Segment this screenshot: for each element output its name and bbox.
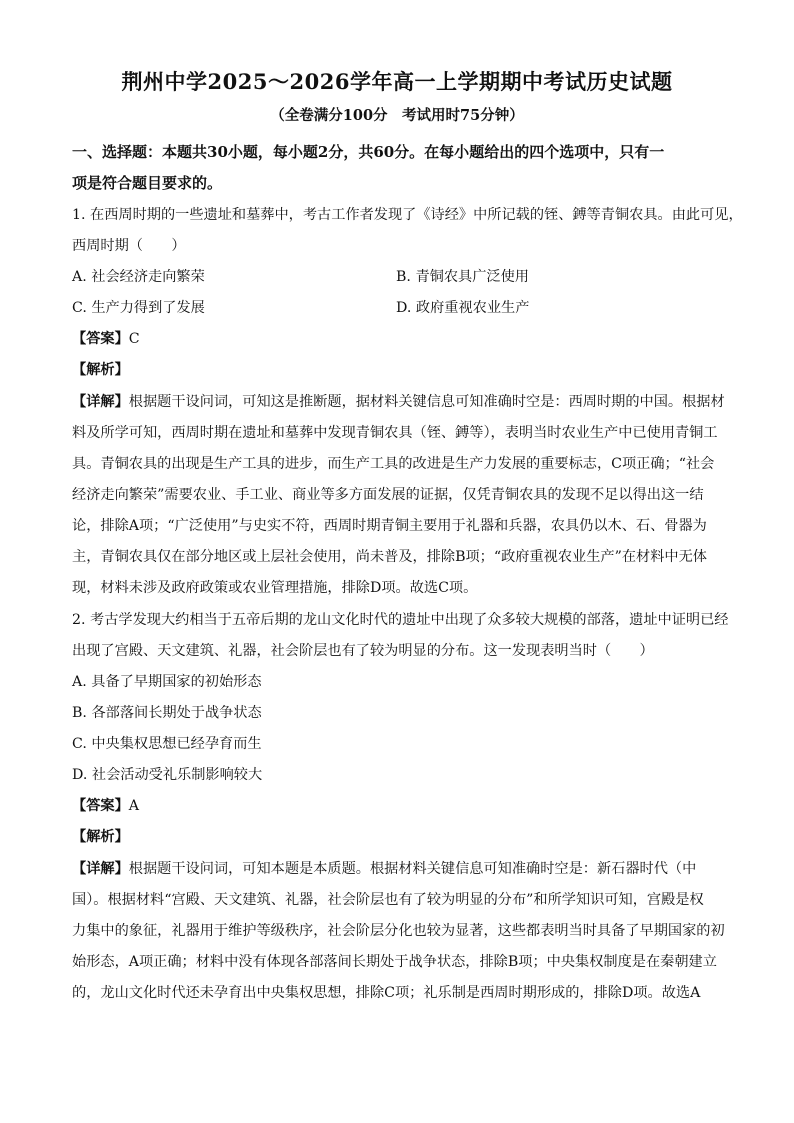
q2-option-c: C. 中央集权思想已经孕育而生: [72, 736, 262, 752]
answer-tag: 【答案】: [72, 798, 129, 814]
section-heading-line-1: 一、选择题：本题共30小题，每小题2分，共60分。在每小题给出的四个选项中，只有一: [72, 143, 665, 161]
q1-detail-line-4: 经济走向繁荣”需要农业、手工业、商业等多方面发展的证据，仅凭青铜农具的发现不足以得出这一结: [72, 487, 704, 503]
q1-detail-line-7: 现，材料未涉及政府政策或农业管理措施，排除D项。故选C项。: [72, 580, 478, 596]
page-title: 荆州中学2025～2026学年高一上学期期中考试历史试题: [121, 69, 673, 94]
answer-value: C: [128, 331, 140, 347]
q1-detail-text-1: 根据题干设问词，可知这是推断题，据材料关键信息可知准确时空是：西周时期的中国。根据材: [128, 394, 725, 410]
q1-analysis-tag: 【解析】: [72, 362, 129, 378]
q2-detail-line-2: 国）。根据材料“宫殿、天文建筑、礼器，社会阶层也有了较为明显的分布”和所学知识可知，宫殿是权: [72, 892, 704, 908]
q1-option-c: C. 生产力得到了发展: [72, 300, 205, 316]
q2-detail-line-4: 始形态，A项正确；材料中没有体现各部落间长期处于战争状态，排除B项；中央集权制度是在秦朝建立: [72, 954, 717, 970]
q1-detail-line-3: 具。青铜农具的出现是生产工具的进步，而生产工具的改进是生产力发展的重要标志，C项正确；“社会: [72, 456, 715, 472]
q2-option-a: A. 具备了早期国家的初始形态: [72, 674, 262, 690]
q2-answer: [72, 795, 139, 815]
q1-option-d: D. 政府重视农业生产: [396, 300, 530, 316]
q1-detail-line-5: 论，排除A项；“广泛使用”与史实不符，西周时期青铜主要用于礼器和兵器，农具仍以木、石、骨器为: [72, 518, 707, 534]
answer-value: A: [128, 798, 140, 814]
q2-stem-line-1: 2. 考古学发现大约相当于五帝后期的龙山文化时代的遗址中出现了众多较大规模的部落，遗址中证明已经: [72, 612, 729, 628]
q1-stem-line-1: 1. 在西周时期的一些遗址和墓葬中，考古工作者发现了《诗经》中所记载的铚、鎛等青铜农具。由此可见，: [72, 207, 743, 223]
q2-analysis-tag: 【解析】: [72, 829, 129, 845]
answer-tag: 【答案】: [72, 331, 129, 347]
q1-answer: [72, 328, 140, 348]
detail-tag: 【详解】: [72, 394, 129, 410]
q2-option-b: B. 各部落间长期处于战争状态: [72, 705, 262, 721]
q1-detail-line-2: 料及所学可知，西周时期在遗址和墓葬中发现青铜农具（铚、鎛等），表明当时农业生产中已使用青铜工: [72, 425, 718, 441]
page-subtitle: （全卷满分100分 考试用时75分钟）: [270, 107, 524, 124]
q1-option-b: B. 青铜农具广泛使用: [396, 269, 529, 285]
q2-option-d: D. 社会活动受礼乐制影响较大: [72, 767, 263, 783]
q2-detail-line-3: 力集中的象征，礼器用于维护等级秩序，社会阶层分化也较为显著，这些都表明当时具备了早期国家的初: [72, 923, 725, 939]
q2-detail-text-1: 根据题干设问词，可知本题是本质题。根据材料关键信息可知准确时空是：新石器时代（中: [128, 861, 697, 877]
q2-detail-line-1: [72, 858, 696, 878]
q1-detail-line-1: [72, 391, 725, 411]
detail-tag: 【详解】: [72, 861, 129, 877]
q1-detail-line-6: 主，青铜农具仅在部分地区或上层社会使用，尚未普及，排除B项；“政府重视农业生产”在材料中无体: [72, 549, 707, 565]
q2-stem-line-2: 出现了宫殿、天文建筑、礼器，社会阶层也有了较为明显的分布。这一发现表明当时（ ）: [72, 643, 654, 659]
q2-detail-line-5: 的，龙山文化时代还未孕育出中央集权思想，排除C项；礼乐制是西周时期形成的，排除D项。故选A: [72, 985, 701, 1001]
q1-option-a: A. 社会经济走向繁荣: [72, 269, 205, 285]
section-heading-line-2: 项是符合题目要求的。: [72, 174, 223, 192]
q1-stem-line-2: 西周时期（ ）: [72, 238, 186, 254]
